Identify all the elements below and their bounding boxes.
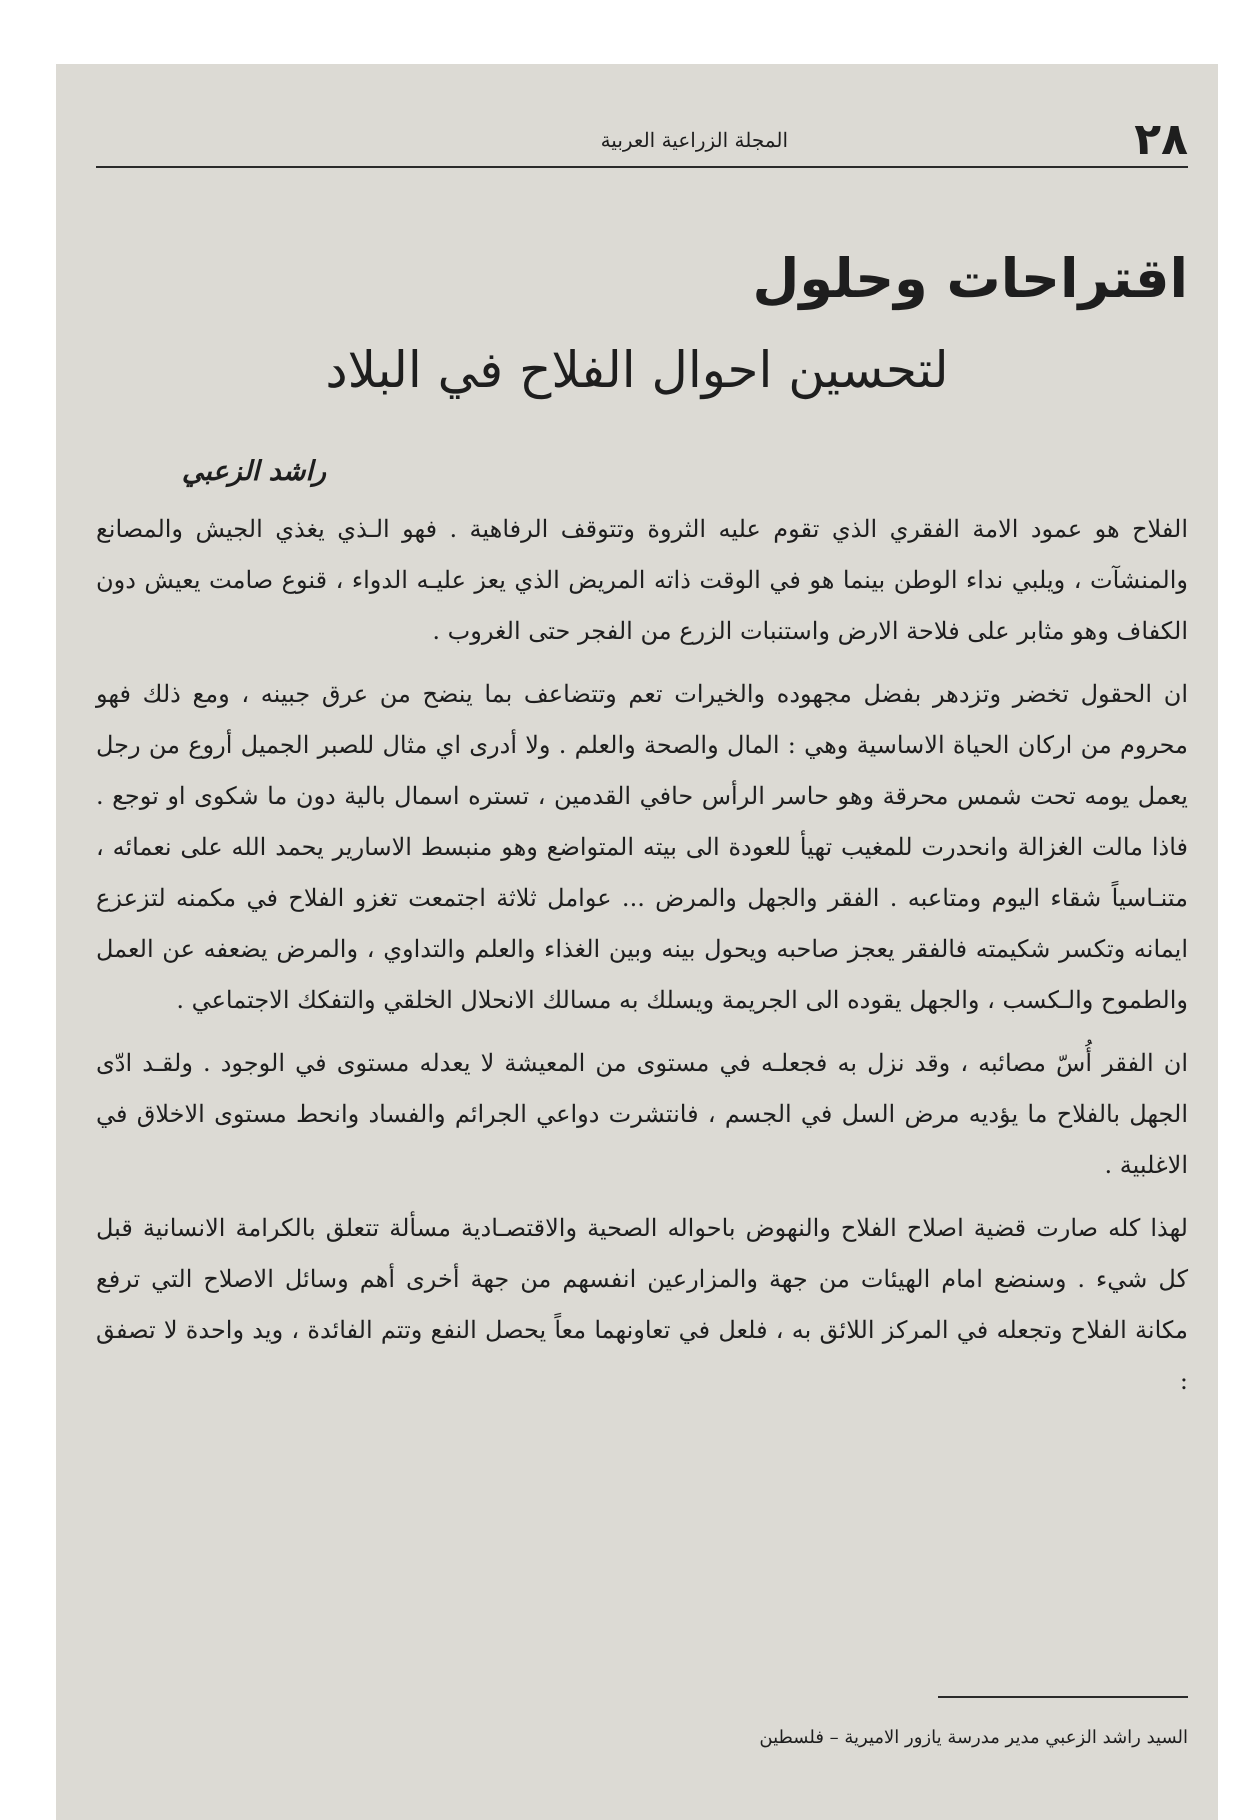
article-subtitle: لتحسين احوال الفلاح في البلاد [325,341,949,399]
footnote: السيد راشد الزعبي مدير مدرسة يازور الاميرية – فلسطين [759,1727,1188,1748]
running-header [96,114,1188,168]
author-name: راشد الزعبي [181,456,326,487]
page-content [86,64,1188,1820]
scanned-page [56,64,1218,1820]
article-body [96,504,1188,1407]
paragraph: ان الفقر أُسّ مصائبه ، وقد نزل به فجعلـه في مستوى من المعيشة لا يعدله مستوى في الوجود . ولقـد ادّى الجهل بالفلاح ما يؤديه مرض السل في الجسم ، فانتشرت دواعي الجرائم والفساد وانحط مستوى الاخلاق في الاغلبية . [96,1049,1189,1179]
journal-name: المجلة الزراعية العربية [600,128,788,152]
page-number: ٢٨ [1134,114,1188,165]
article-title: اقتراحات وحلول [752,247,1188,310]
footnote-divider [938,1696,1188,1698]
paragraph: لهذا كله صارت قضية اصلاح الفلاح والنهوض باحواله الصحية والاقتصـادية مسألة تتعلق بالكرامة الانسانية قبل كل شيء . وسنضع امام الهيئات من جهة والمزارعين انفسهم من جهة أخرى أهم وسائل الاصلاح التي ترفع مكانة الفلاح وتجعله في المركز اللائق به ، فلعل في تعاونهما معاً يحصل النفع وتتم الفائدة ، ويد واحدة لا تصفق : [96,1214,1188,1395]
paragraph: الفلاح هو عمود الامة الفقري الذي تقوم عليه الثروة وتتوقف الرفاهية . فهو الـذي يغذي الجيش والمصانع والمنشآت ، ويلبي نداء الوطن بينما هو في الوقت ذاته المريض الذي يعز عليـه الدواء ، قنوع صامت يعيش دون الكفاف وهو مثابر على فلاحة الارض واستنبات الزرع من الفجر حتى الغروب . [96,515,1188,645]
paragraph: ان الحقول تخضر وتزدهر بفضل مجهوده والخيرات تعم وتتضاعف بما ينضح من عرق جبينه ، ومع ذلك فهو محروم من اركان الحياة الاساسية وهي : المال والصحة والعلم . ولا أدرى اي مثال للصبر الجميل أروع من رجل يعمل يومه تحت شمس محرقة وهو حاسر الرأس حافي القدمين ، تستره اسمال بالية دون ما شكوى او توجع . فاذا مالت الغزالة وانحدرت للمغيب تهيأ للعودة الى بيته المتواضع وهو منبسط الاسارير يحمد الله على نعمائه ، متنـاسياً شقاء اليوم ومتاعبه . الفقر والجهل والمرض ... عوامل ثلاثة اجتمعت تغزو الفلاح في مكمنه لتزعزع ايمانه وتكسر شكيمته فالفقر يعجز صاحبه ويحول بينه وبين الغذاء والعلم والتداوي ، والمرض يضعفه عن العمل والطموح والـكسب ، والجهل يقوده الى الجريمة ويسلك به مسالك الانحلال الخلقي والتفكك الاجتماعي . [96,680,1188,1014]
